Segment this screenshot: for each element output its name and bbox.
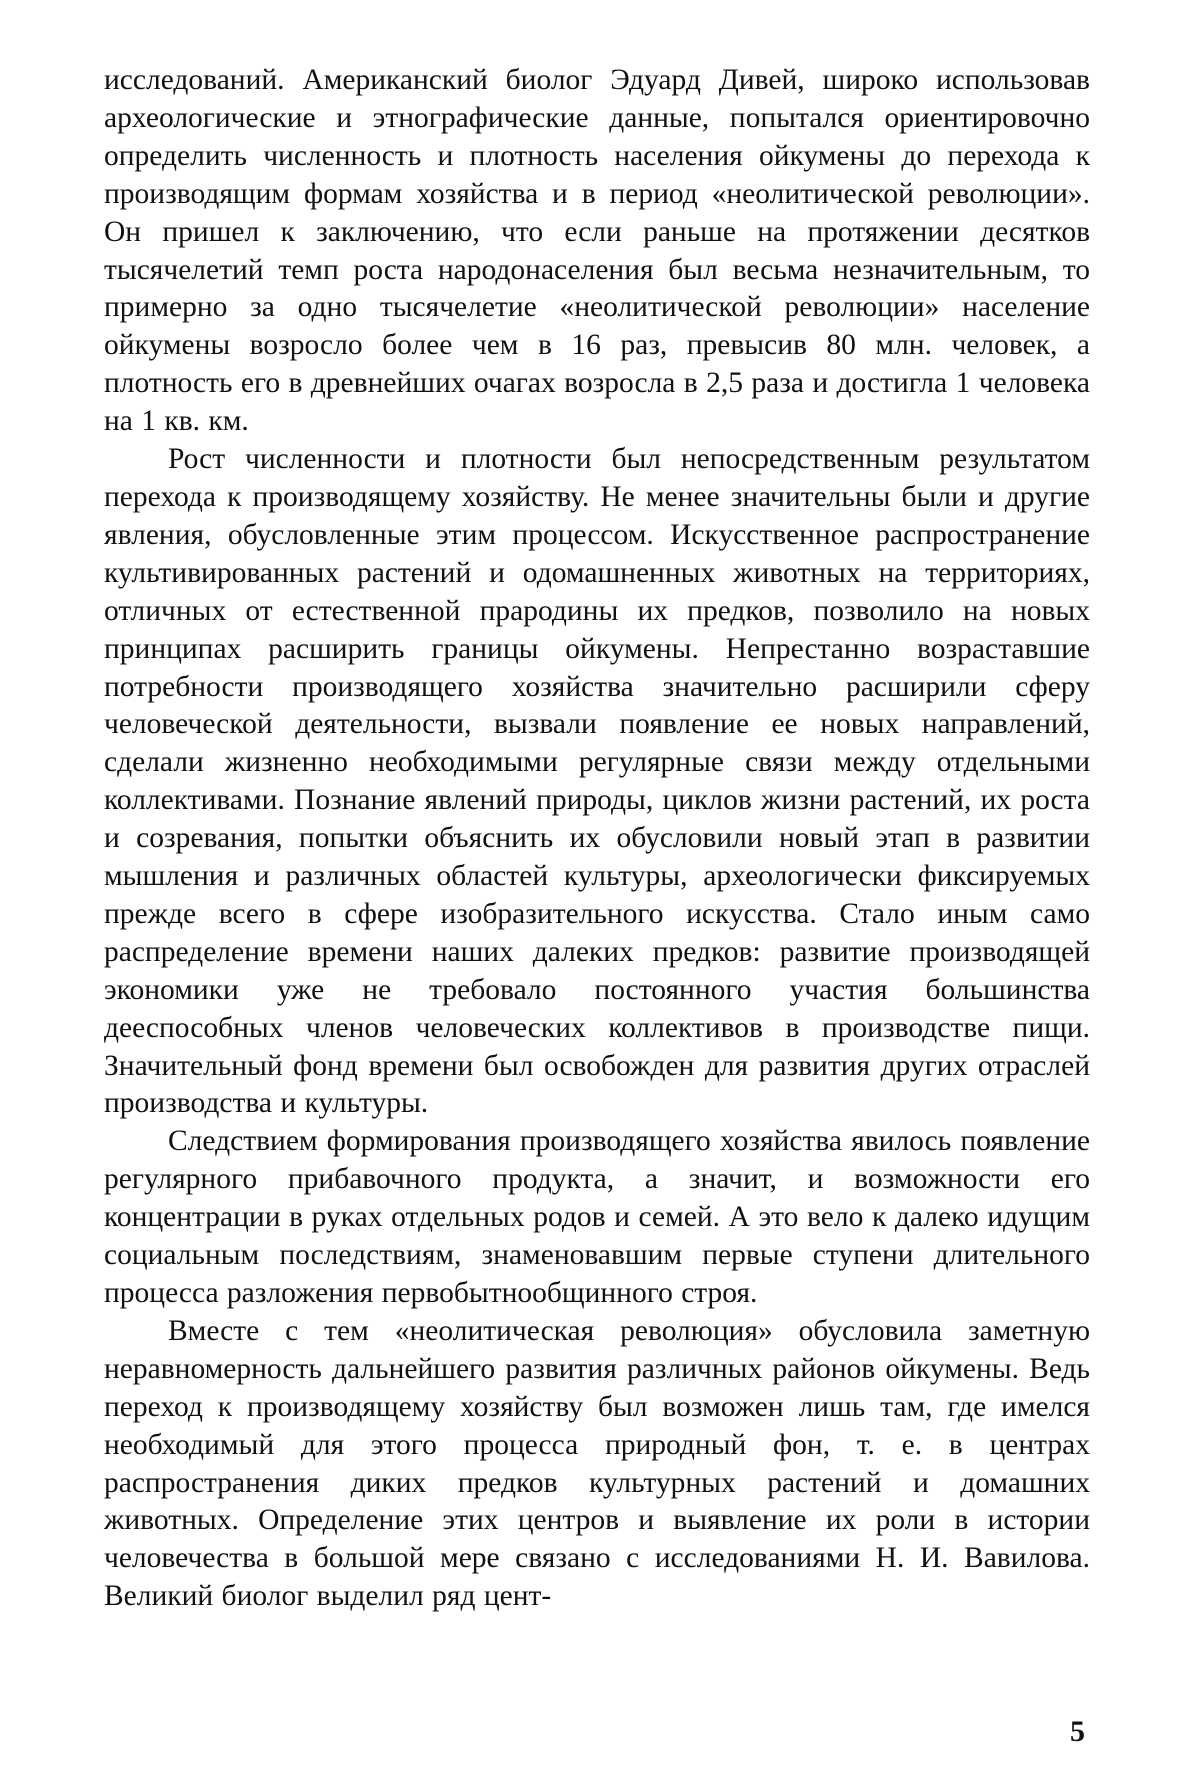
paragraph-surplus-product: Следствием формирования производящего хозяйства явилось появление регулярного прибавочного продукта, а значит, и возможности его концентрации в руках отдельных родов и семей. А это вело к далеко идущим социальным последствиям, знаменовавшим первые ступени длительного процесса разложения первобытнообщинного строя. [104, 1125, 1090, 1309]
page-number: 5 [1070, 1715, 1085, 1748]
paragraph-uneven-development: Вместе с тем «неолитическая революция» обусловила заметную неравномерность дальнейшего развития различных районов ойкумены. Ведь переход к производящему хозяйству был возможен лишь там, где имелся необходимый для этого процесса природный фон, т. е. в центрах распространения диких предков культурных растений и домашних животных. Определение этих центров и выявление их роли в истории человечества в большой мере связано с исследованиями Н. И. Вавилова. Великий биолог выделил ряд цент- [104, 1314, 1090, 1613]
paragraph-continuation: исследований. Американский биолог Эдуард Дивей, широко использовав археологические и этнографические данные, попытался ориентировочно определить численность и плотность населения ойкумены до перехода к производящим формам хозяйства и в период «неолитической революции». Он пришел к заключению, что если раньше на протяжении десятков тысячелетий темп роста народонаселения был весьма незначительным, то примерно за одно тысячелетие «неолитической революции» население ойкумены возросло более чем в 16 раз, превысив 80 млн. человек, а плотность его в древнейших очагах возросла в 2,5 раза и достигла 1 человека на 1 кв. км. [104, 64, 1090, 438]
paragraph-population-growth: Рост численности и плотности был непосредственным результатом перехода к производящему хозяйству. Не менее значительны были и другие явления, обусловленные этим процессом. Искусственное распространение культивированных растений и одомашненных животных на территориях, отличных от естественной прародины их предков, позволило на новых принципах расширить границы ойкумены. Непрестанно возраставшие потребности производящего хозяйства значительно расширили сферу человеческой деятельности, вызвали появление ее новых направлений, сделали жизненно необходимыми регулярные связи между отдельными коллективами. Познание явлений природы, циклов жизни растений, их роста и созревания, попытки объяснить их обусловили новый этап в развитии мышления и различных областей культуры, археологически фиксируемых прежде всего в сфере изобразительного искусства. Стало иным само распределение времени наших далеких предков: развитие производящей экономики уже не требовало постоянного участия большинства дееспособных членов человеческих коллективов в производстве пищи. Значительный фонд времени был освобожден для развития других отраслей производства и культуры. [104, 443, 1090, 1120]
page-body [104, 62, 1090, 1732]
